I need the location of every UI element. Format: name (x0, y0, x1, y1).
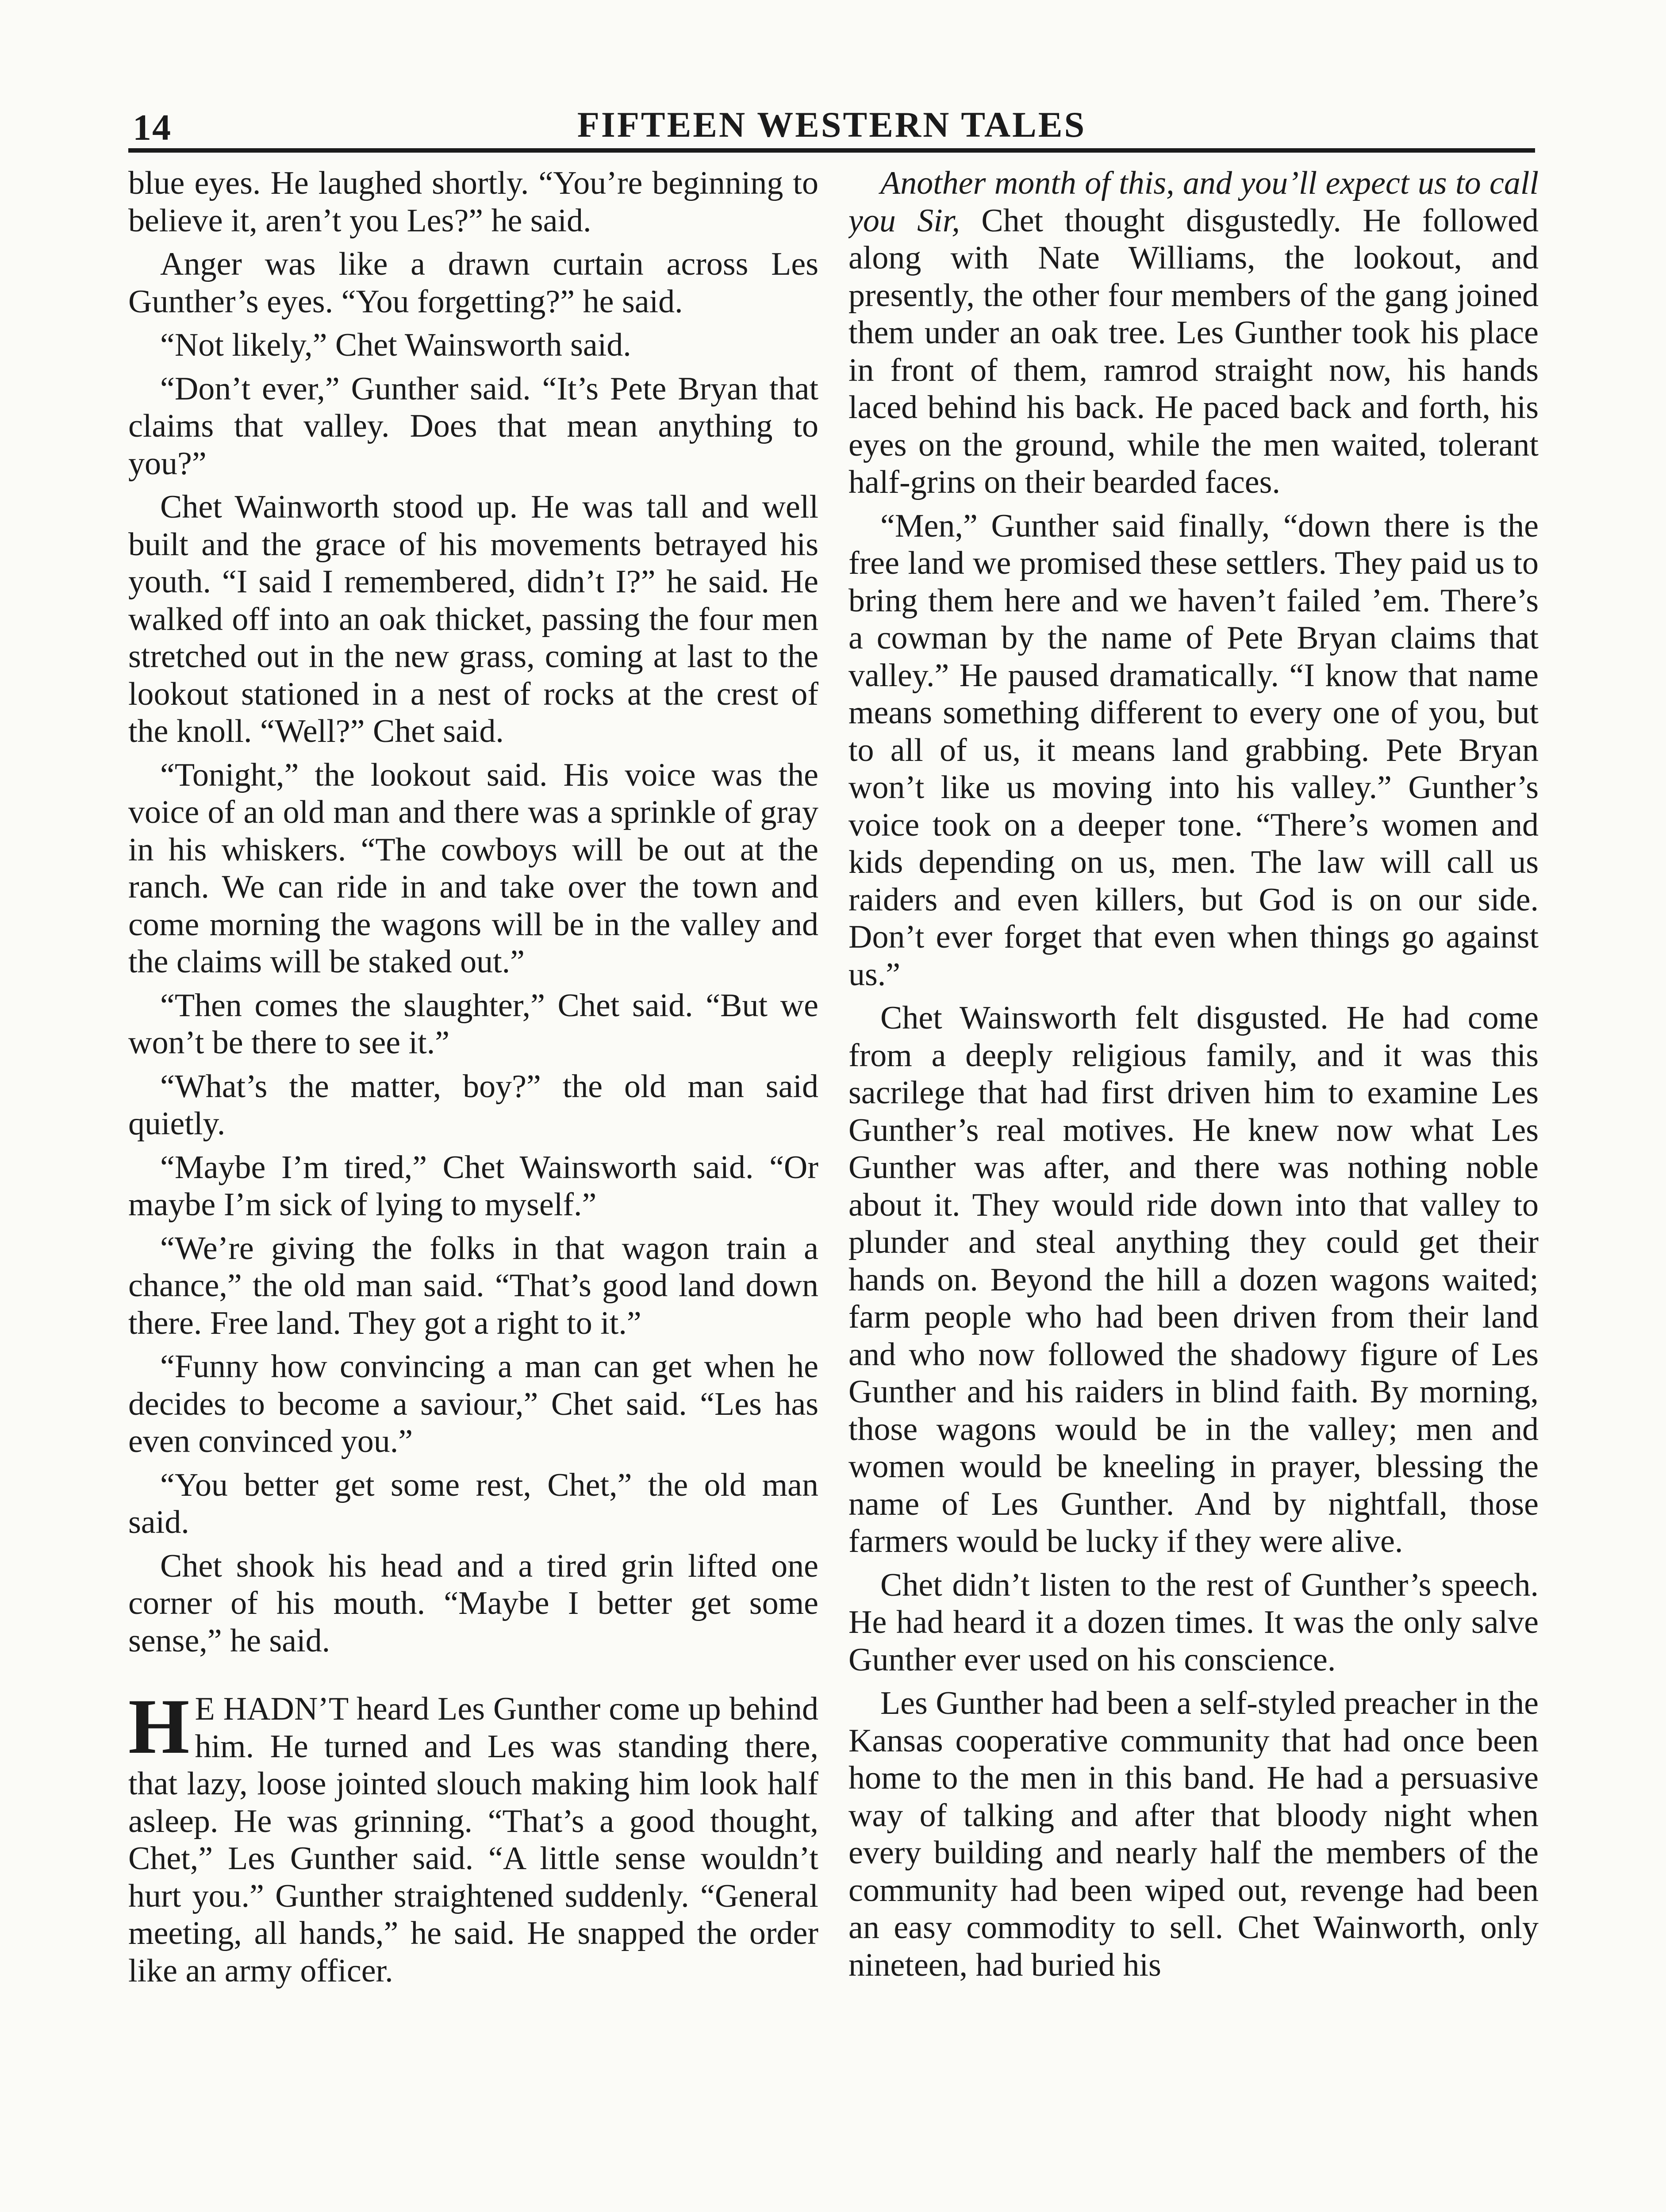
paragraph: “Maybe I’m tired,” Chet Wainsworth said. “Or maybe I’m sick of lying to myself.” (128, 1149, 818, 1223)
paragraph: Chet shook his head and a tired grin lifted one corner of his mouth. “Maybe I better get some sense,” he said. (128, 1548, 818, 1659)
paragraph: Chet Wainworth stood up. He was tall and well built and the grace of his movements betrayed his youth. “I said I remembered, didn’t I?” he said. He walked off into an oak thicket, passing the four men stretched out in the new grass, coming at last to the lookout stationed in a nest of rocks at the crest of the knoll. “Well?” Chet said. (128, 489, 818, 749)
paragraph: “Funny how convincing a man can get when he decides to become a saviour,” Chet said. “Les has even convinced you.” (128, 1348, 818, 1459)
paragraph: “Tonight,” the lookout said. His voice was the voice of an old man and there was a sprinkle of gray in his whiskers. “The cowboys will be out at the ranch. We can ride in and take over the town and come morning the wagons will be in the valley and the claims will be staked out.” (128, 757, 818, 980)
paragraph: “Then comes the slaughter,” Chet said. “But we won’t be there to see it.” (128, 987, 818, 1061)
paragraph: “We’re giving the folks in that wagon train a chance,” the old man said. “That’s good land down there. Free land. They got a right to it.” (128, 1230, 818, 1341)
paragraph: “You better get some rest, Chet,” the old man said. (128, 1467, 818, 1540)
right-column (848, 165, 1539, 2212)
paragraph: blue eyes. He laughed shortly. “You’re beginning to believe it, aren’t you Les?” he said. (128, 165, 818, 239)
paragraph: “What’s the matter, boy?” the old man said quietly. (128, 1068, 818, 1142)
drop-cap: H (128, 1682, 190, 1770)
running-title: FIFTEEN WESTERN TALES (577, 104, 1086, 145)
left-column (128, 165, 818, 2212)
paragraph (848, 165, 1539, 501)
section-paragraph (128, 1682, 818, 1989)
paragraph-text: Chet thought disgustedly. He followed along with Nate Williams, the lookout, and presently, the other four members of the gang joined them under an oak tree. Les Gunther took his place in front of them, ramrod straight now, his hands laced behind his back. He paced back and forth, his eyes on the ground, while the men waited, tolerant half-grins on their bearded faces. (848, 202, 1539, 500)
italic-thought: Another month of this, and you’ll expect us to call you Sir, (848, 165, 1539, 239)
paragraph: Anger was like a drawn curtain across Les Gunther’s eyes. “You forgetting?” he said. (128, 246, 818, 320)
paragraph: Les Gunther had been a self-styled preacher in the Kansas cooperative community that had once been home to the men in this band. He had a persuasive way of talking and after that bloody night when every building and nearly half the members of the community had been wiped out, revenge had been an easy commodity to sell. Chet Wainworth, only nineteen, had buried his (848, 1685, 1539, 1983)
paragraph: “Not likely,” Chet Wainsworth said. (160, 327, 631, 363)
paragraph: Chet Wainsworth felt disgusted. He had come from a deeply religious family, and it was this sacrilege that had first driven him to examine Les Gunther’s real motives. He knew now what Les Gunther was after, and there was nothing noble about it. They would ride down into that valley to plunder and steal anything they could get their hands on. Beyond the hill a dozen wagons waited; farm people who had been driven from their land and who now followed the shadowy figure of Les Gunther and his raiders in blind faith. By morning, those wagons would be in the valley; men and women would be kneeling in prayer, blessing the name of Les Gunther. And by nightfall, those farmers would be lucky if they were alive. (848, 1000, 1539, 1559)
paragraph: “Men,” Gunther said finally, “down there is the free land we promised these settlers. They paid us to bring them here and we haven’t failed ’em. There’s a cowman by the name of Pete Bryan claims that valley.” He paused dramatically. “I know that name means something different to every one of you, but to all of us, it means land grabbing. Pete Bryan won’t like us moving into his valley.” Gunther’s voice took on a deeper tone. “There’s women and kids depending on us, men. The law will call us raiders and even killers, but God is on our side. Don’t ever forget that even when things go against us.” (848, 507, 1539, 993)
section-text: E HADN’T heard Les Gunther come up behind him. He turned and Les was standing there, that lazy, loose jointed slouch making him look half asleep. He was grinning. “That’s a good thought, Chet,” Les Gunther said. “A little sense wouldn’t hurt you.” Gunther straightened suddenly. “General meeting, all hands,” he said. He snapped the order like an army officer. (128, 1691, 818, 1989)
page-header (128, 95, 1535, 148)
page-number: 14 (133, 107, 172, 148)
paragraph: “Don’t ever,” Gunther said. “It’s Pete Bryan that claims that valley. Does that mean anything to you?” (128, 370, 818, 482)
paragraph: Chet didn’t listen to the rest of Gunther’s speech. He had heard it a dozen times. It was the only salve Gunther ever used on his conscience. (848, 1567, 1539, 1678)
header-rule (128, 148, 1535, 153)
